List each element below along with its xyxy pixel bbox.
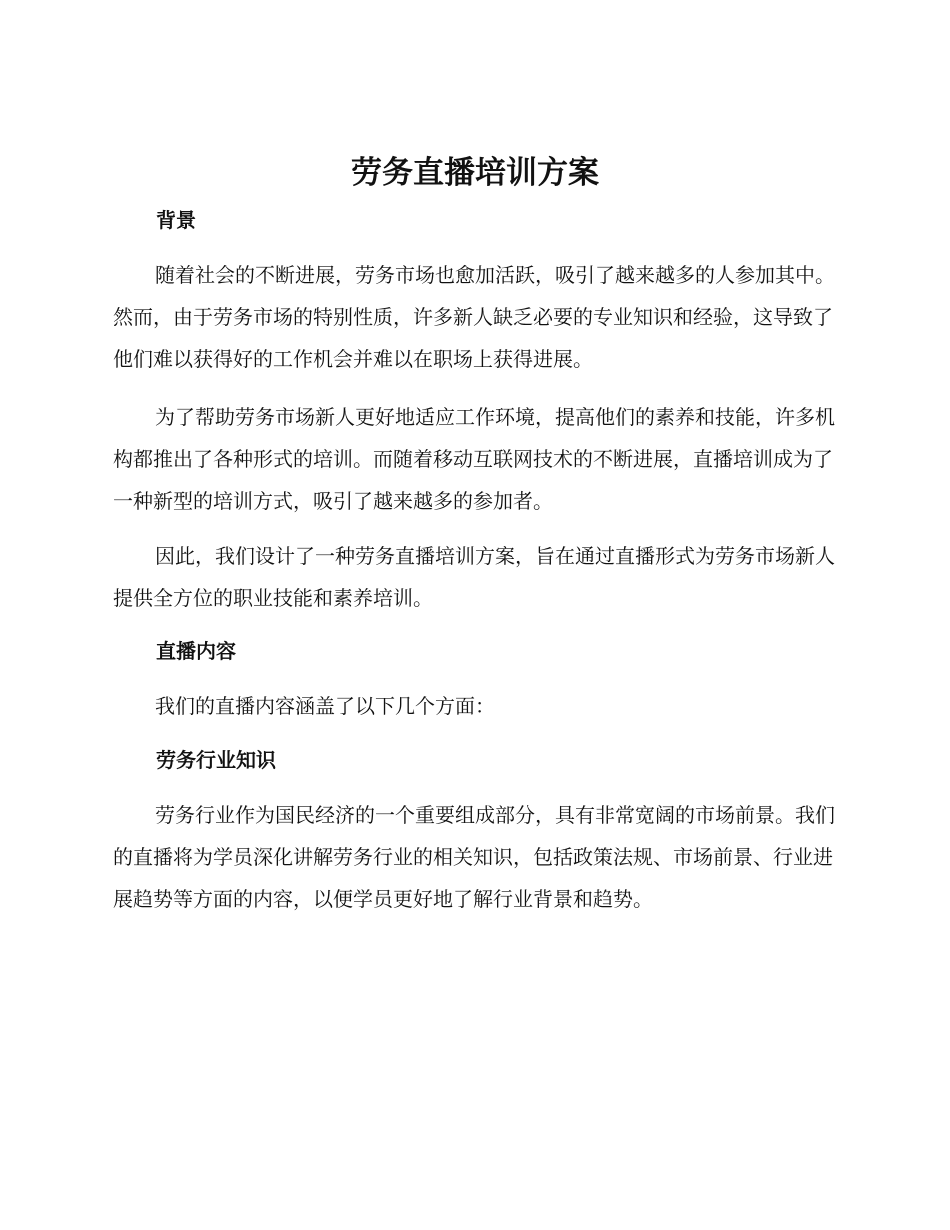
paragraph-background-3: 因此，我们设计了一种劳务直播培训方案，旨在通过直播形式为劳务市场新人提供全方位的职业技能和素养培训。: [113, 544, 835, 610]
section-heading-industry-knowledge: 劳务行业知识: [156, 748, 276, 772]
paragraph-live-content-intro: 我们的直播内容涵盖了以下几个方面：: [155, 694, 495, 718]
paragraph-background-2: 为了帮助劳务市场新人更好地适应工作环境，提高他们的素养和技能，许多机构都推出了各种形式的培训。而随着移动互联网技术的不断进展，直播培训成为了一种新型的培训方式，吸引了越来越多的参加者。: [113, 405, 835, 513]
section-heading-live-content: 直播内容: [156, 639, 236, 663]
section-heading-background: 背景: [156, 208, 196, 232]
paragraph-industry-knowledge: 劳务行业作为国民经济的一个重要组成部分，具有非常宽阔的市场前景。我们的直播将为学员深化讲解劳务行业的相关知识，包括政策法规、市场前景、行业进展趋势等方面的内容，以便学员更好地了解行业背景和趋势。: [113, 803, 835, 911]
paragraph-background-1: 随着社会的不断进展，劳务市场也愈加活跃，吸引了越来越多的人参加其中。然而，由于劳务市场的特别性质，许多新人缺乏必要的专业知识和经验，这导致了他们难以获得好的工作机会并难以在职场上获得进展。: [113, 263, 835, 371]
document-title: 劳务直播培训方案: [351, 155, 599, 191]
